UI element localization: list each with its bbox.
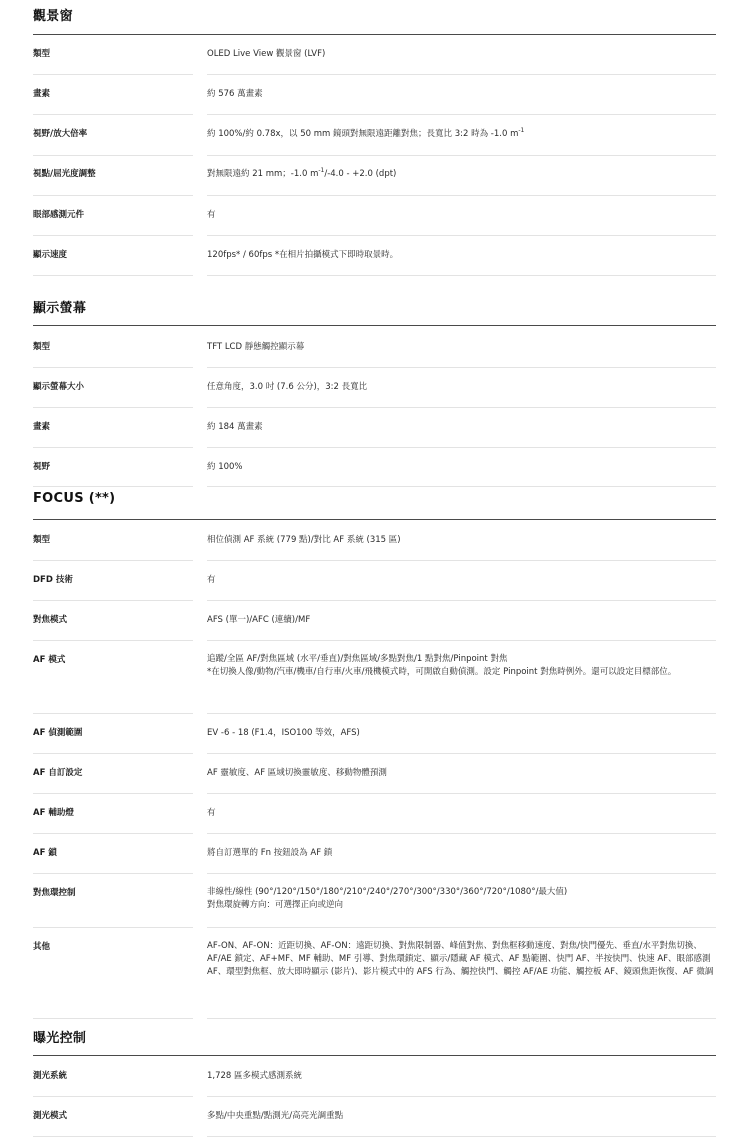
section-title-display: 顯示螢幕 [33, 301, 87, 316]
spec-label: AF 鎖 [33, 848, 57, 858]
row-divider [207, 1096, 716, 1097]
row-divider [33, 793, 193, 794]
row-divider [207, 367, 716, 368]
spec-label: 類型 [33, 342, 51, 352]
row-divider [33, 833, 193, 834]
section-divider [33, 34, 716, 35]
spec-value: 約 184 萬畫素 [207, 422, 263, 432]
row-divider [33, 640, 193, 641]
spec-value: 120fps* / 60fps *在相片拍攝模式下即時取景時。 [207, 250, 399, 260]
spec-label: 測光模式 [33, 1111, 68, 1121]
spec-value: 有 [207, 210, 216, 220]
row-divider [33, 367, 193, 368]
spec-label: 類型 [33, 535, 51, 545]
spec-value: 約 576 萬畫素 [207, 89, 263, 99]
spec-value: 約 100% [207, 462, 243, 472]
spec-value [207, 128, 720, 141]
spec-value: 任意角度，3.0 吋 (7.6 公分)，3:2 長寬比 [207, 382, 368, 392]
row-divider [207, 873, 716, 874]
spec-label: DFD 技術 [33, 575, 73, 585]
row-divider [207, 195, 716, 196]
spec-value: AFS (單一)/AFC (連續)/MF [207, 615, 311, 625]
spec-value: 有 [207, 808, 216, 818]
row-divider [207, 155, 716, 156]
section-title-viewfinder: 觀景窗 [33, 9, 73, 24]
row-divider [207, 640, 716, 641]
section-divider [33, 1055, 716, 1056]
spec-value: EV -6 - 18 (F1.4，ISO100 等效，AFS) [207, 728, 360, 738]
row-divider [33, 1018, 193, 1019]
spec-label: 測光系統 [33, 1071, 68, 1081]
spec-label: 畫素 [33, 89, 51, 99]
row-divider [207, 793, 716, 794]
spec-value: 非線性/線性 (90°/120°/150°/180°/210°/240°/270°/300°/330°/360°/720°/1080°/最大值) 對焦環旋轉方向：可選擇正向或逆向 [207, 887, 568, 911]
row-divider [33, 447, 193, 448]
row-divider [207, 833, 716, 834]
row-divider [207, 713, 716, 714]
section-divider [33, 325, 716, 326]
spec-value: 有 [207, 575, 216, 585]
spec-label: 其他 [33, 942, 51, 952]
spec-value: TFT LCD 靜態觸控顯示幕 [207, 342, 305, 352]
superscript: -1 [318, 167, 325, 175]
section-title-exposure: 曝光控制 [33, 1031, 87, 1046]
spec-label: 畫素 [33, 422, 51, 432]
row-divider [207, 74, 716, 75]
row-divider [207, 114, 716, 115]
row-divider [207, 235, 716, 236]
row-divider [207, 927, 716, 928]
row-divider [207, 275, 716, 276]
spec-label: AF 偵測範圍 [33, 728, 83, 738]
row-divider [33, 74, 193, 75]
section-divider [33, 519, 716, 520]
spec-value: 多點/中央重點/點測光/高亮光調重點 [207, 1111, 344, 1121]
spec-label: 類型 [33, 49, 51, 59]
row-divider [207, 1136, 716, 1137]
row-divider [33, 873, 193, 874]
row-divider [33, 560, 193, 561]
section-title-focus: FOCUS (**) [33, 491, 116, 506]
row-divider [33, 1136, 193, 1137]
spec-label: 視點/屈光度調整 [33, 169, 96, 179]
row-divider [207, 1018, 716, 1019]
spec-label: 顯示速度 [33, 250, 68, 260]
row-divider [33, 1096, 193, 1097]
spec-value-text: 約 100%/約 0.78x，以 50 mm 鏡頭對無限遠距離對焦；長寬比 3:2 時為 -1.0 m [207, 129, 519, 139]
spec-value-text: /-4.0 - +2.0 (dpt) [324, 169, 397, 179]
spec-value: AF 靈敏度、AF 區域切換靈敏度、移動物體預測 [207, 768, 387, 778]
spec-label: AF 自訂設定 [33, 768, 83, 778]
spec-label: AF 模式 [33, 655, 66, 665]
row-divider [33, 486, 193, 487]
row-divider [33, 753, 193, 754]
spec-label: 顯示螢幕大小 [33, 382, 85, 392]
spec-value: 將自訂選單的 Fn 按鈕設為 AF 鎖 [207, 848, 333, 858]
row-divider [207, 753, 716, 754]
spec-value: 1,728 區多模式感測系統 [207, 1071, 303, 1081]
row-divider [33, 407, 193, 408]
row-divider [207, 486, 716, 487]
spec-value [207, 168, 720, 181]
row-divider [33, 713, 193, 714]
spec-label: 對焦模式 [33, 615, 68, 625]
row-divider [33, 114, 193, 115]
row-divider [207, 407, 716, 408]
spec-value: 相位偵測 AF 系統 (779 點)/對比 AF 系統 (315 區) [207, 535, 401, 545]
row-divider [33, 155, 193, 156]
row-divider [207, 447, 716, 448]
row-divider [207, 600, 716, 601]
spec-value: AF-ON、AF-ON：近距切換、AF-ON：遠距切換、對焦限制器、峰值對焦、對焦框移動速度、對焦/快門優先、垂直/水平對焦切換、AF/AE 鎖定、AF+MF、MF 輔助、MF 引導、對焦環鎖定、顯示/隱藏 AF 模式、AF 點範圍、快門 AF、半按快門、快速 AF、眼部感測 AF、環型對焦框、放大即時顯示 (影片)、影片模式中的 AFS 行為、觸控快門、觸控 AF/AE 功能、觸控板 AF、鏡頭焦距恢復、AF 微調 [207, 941, 714, 978]
spec-label: 對焦環控制 [33, 888, 76, 898]
row-divider [33, 275, 193, 276]
spec-label: 視野 [33, 462, 51, 472]
spec-value: OLED Live View 觀景窗 (LVF) [207, 49, 326, 59]
spec-label: 視野/放大倍率 [33, 129, 88, 139]
row-divider [33, 195, 193, 196]
row-divider [33, 927, 193, 928]
row-divider [33, 600, 193, 601]
row-divider [33, 235, 193, 236]
spec-label: AF 輔助燈 [33, 808, 74, 818]
spec-label: 眼部感測元件 [33, 210, 85, 220]
superscript: -1 [518, 127, 525, 135]
spec-value: 追蹤/全區 AF/對焦區域 (水平/垂直)/對焦區域/多點對焦/1 點對焦/Pinpoint 對焦 *在切換人像/動物/汽車/機車/自行車/火車/飛機模式時，可開啟自動偵測。設定 Pinpoint 對焦時例外。還可以設定目標部位。 [207, 654, 677, 678]
row-divider [207, 560, 716, 561]
spec-value-text: 對無限遠約 21 mm；-1.0 m [207, 169, 319, 179]
